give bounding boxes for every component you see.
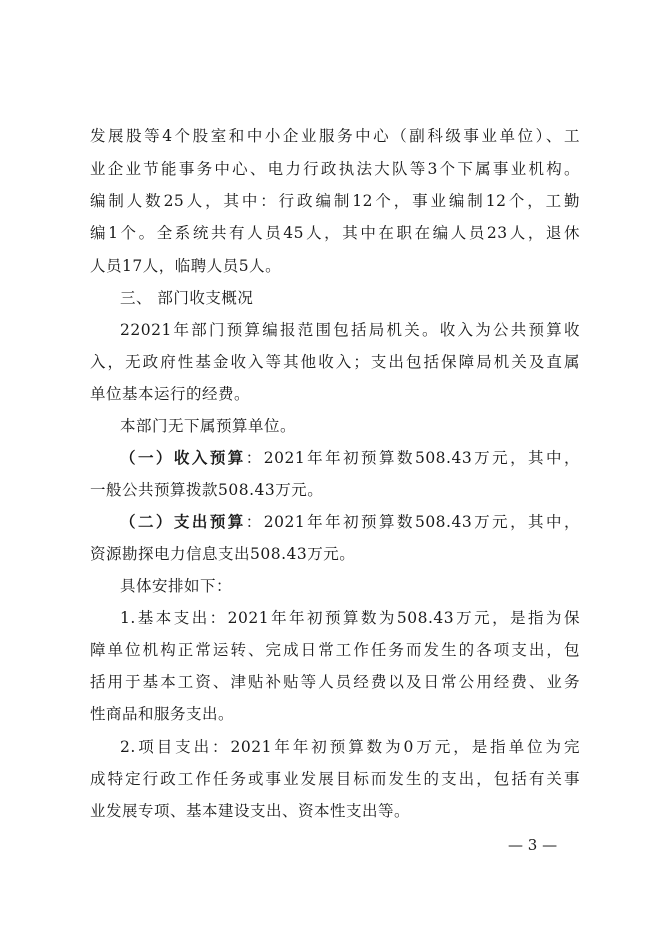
body-text-line: 1.基本支出：2021年年初预算数为508.43万元，是指为保 xyxy=(120,609,580,627)
body-text-line: 入，无政府性基金收入等其他收入；支出包括保障局机关及直属 xyxy=(90,353,580,371)
body-text-line: 障单位机构正常运转、完成日常工作任务而发生的各项支出，包 xyxy=(90,641,580,659)
body-text-line: 成特定行政工作任务或事业发展目标而发生的支出，包括有关事 xyxy=(90,770,580,788)
body-text-line: 本部门无下属预算单位。 xyxy=(120,417,297,435)
expense-budget-label: （二）支出预算 xyxy=(120,512,246,531)
body-text-line: 发展股等4个股室和中小企业服务中心（副科级事业单位）、工 xyxy=(90,127,580,145)
body-text-line: 业企业节能事务中心、电力行政执法大队等3个下属事业机构。 xyxy=(90,160,580,178)
body-text-line: 具体安排如下： xyxy=(120,577,233,595)
body-text-line: 资源勘探电力信息支出508.43万元。 xyxy=(90,545,356,563)
body-text-line: 性商品和服务支出。 xyxy=(90,705,235,723)
page-number: — 3 — xyxy=(508,836,558,854)
body-text-line: 人员17人，临聘人员5人。 xyxy=(90,257,282,275)
section-heading: 三、 部门收支概况 xyxy=(120,289,254,307)
body-text-line: 22021年部门预算编报范围包括局机关。收入为公共预算收 xyxy=(120,321,580,339)
expense-budget-text: ：2021年年初预算数508.43万元，其中， xyxy=(245,513,580,531)
income-budget-text: ：2021年年初预算数508.43万元，其中， xyxy=(245,449,580,467)
income-budget-line xyxy=(120,448,580,468)
body-text-line: 单位基本运行的经费。 xyxy=(90,385,251,403)
body-text-line: 编制人数25人，其中：行政编制12个，事业编制12个，工勤 xyxy=(90,192,580,210)
body-text-line: 2.项目支出：2021年年初预算数为0万元，是指单位为完 xyxy=(120,738,580,756)
income-budget-label: （一）收入预算 xyxy=(120,448,246,467)
body-text-line: 编1个。全系统共有人员45人，其中在职在编人员23人，退休 xyxy=(90,224,580,242)
body-text-line: 一般公共预算拨款508.43万元。 xyxy=(90,481,324,499)
expense-budget-line xyxy=(120,512,580,532)
body-text-line: 业发展专项、基本建设支出、资本性支出等。 xyxy=(90,802,411,820)
body-text-line: 括用于基本工资、津贴补贴等人员经费以及日常公用经费、业务 xyxy=(90,673,580,691)
